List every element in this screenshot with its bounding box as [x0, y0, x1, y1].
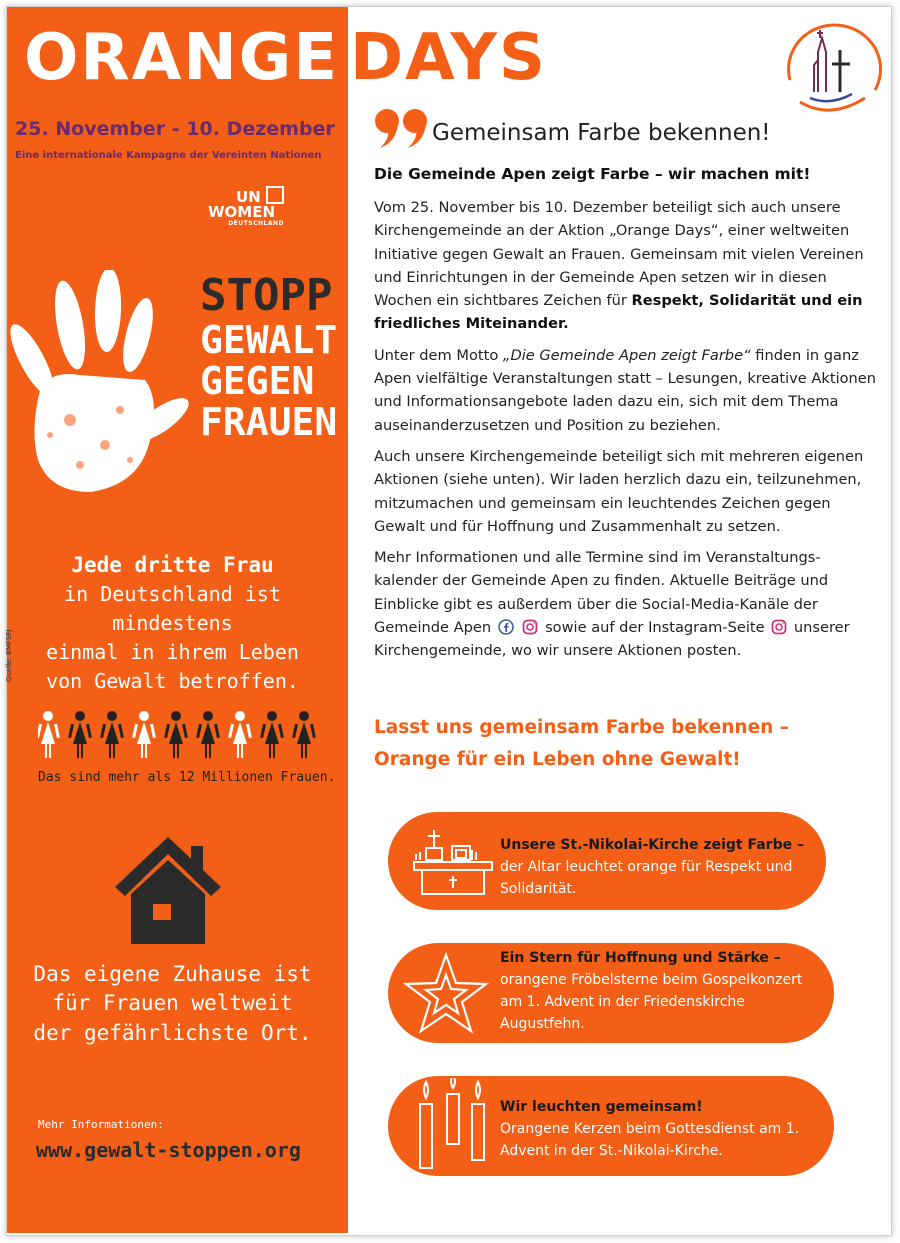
campaign-dates: 25. November - 10. Dezember [15, 118, 335, 140]
paragraph-2: Unter dem Motto „Die Gemeinde Apen zeigt Farbe“ finden in ganz Apen vielfältige Veranstaltungen statt – Lesungen, kreative Aktionen und Informationsangebote laden dazu ein, sich mit dem Thema auseinanderzusetzen und Position zu beziehen. [374, 346, 877, 434]
house-icon [113, 832, 223, 947]
more-info-label: Mehr Informationen: [38, 1118, 164, 1131]
home-danger-text: Das eigene Zuhause ist für Frauen weltweit der gefährlichste Ort. [33, 962, 312, 1045]
call-to-action: Lasst uns gemeinsam Farbe bekennen – Orange für ein Leben ohne Gewalt! [374, 717, 789, 770]
paragraph-3: Auch unsere Kirchengemeinde beteiligt sich mit mehreren eigenen Aktionen (siehe unten). Wir laden herzlich dazu ein, teilzunehmen, mitzumachen und gemeinsam ein leuchtendes Zeichen gegen Gewalt und für Hoffnung und Zusammenhalt zu setzen. [374, 447, 864, 535]
action-star [388, 943, 834, 1043]
campaign-url[interactable]: www.gewalt-stoppen.org [36, 1138, 301, 1162]
action-altar [388, 812, 826, 910]
star-icon [402, 951, 490, 1035]
source-note: Quelle: BMFSFJ [5, 629, 13, 682]
instagram-icon[interactable] [522, 619, 538, 635]
statistic-text: Jede dritte Frau in Deutschland ist mindestens einmal in ihrem Leben von Gewalt betroffen. [46, 553, 299, 694]
candles-icon [418, 1078, 488, 1172]
church-logo-icon [770, 20, 885, 120]
action-candles [388, 1076, 834, 1176]
hand-print-icon [10, 270, 195, 500]
quote-icon [374, 108, 430, 148]
action-candles-title: Wir leuchten gemeinsam! [500, 1099, 703, 1115]
title-orange: ORANGE [24, 21, 340, 95]
facebook-icon[interactable] [498, 619, 514, 635]
campaign-description: Eine internationale Kampagne der Vereinten Nationen [15, 150, 322, 161]
action-altar-title: Unsere St.-Nikolai-Kirche zeigt Farbe – [500, 837, 804, 853]
action-candles-text: Orangene Kerzen beim Gottesdienst am 1. Advent in der St.-Nikolai-Kirche. [500, 1121, 800, 1159]
instagram-icon-parish[interactable] [771, 619, 787, 635]
paragraph-4: Mehr Informationen und alle Termine sind im Veranstaltungs-kalender der Gemeinde Apen zu finden. Aktuelle Beiträge und Einblicke gibt es außerdem über die Social-Media-Kanäle der Gemeinde Apen sowie auf der Instagram-Seite unserer Kirchengemeinde, wo wir unsere Aktionen posten. [374, 549, 850, 660]
action-altar-text: der Altar leuchtet orange für Respekt und Solidarität. [500, 859, 793, 897]
altar-icon [412, 824, 494, 898]
stopp-slogan: STOPP GEWALT GEGEN FRAUEN [200, 270, 338, 444]
action-star-title: Ein Stern für Hoffnung und Stärke – [500, 950, 781, 966]
action-star-text: orangene Fröbelsterne beim Gospelkonzert am 1. Advent in der Friedenskirche Augustfehn. [500, 972, 803, 1032]
un-women-logo: UN WOMEN DEUTSCHLAND [208, 188, 284, 227]
body-text [374, 196, 884, 671]
headline: Gemeinsam Farbe bekennen! [432, 120, 771, 146]
women-figures-icon [38, 710, 328, 762]
paragraph-1: Vom 25. November bis 10. Dezember beteiligt sich auch unsere Kirchengemeinde an der Aktion „Orange Days“, einer weltweiten Initiative gegen Gewalt an Frauen. Gemeinsam mit vielen Vereinen und Einrichtungen in der Gemeinde Apen setzen wir in diesen Wochen ein sichtbares Zeichen für Respekt, Solidarität und ein friedliches Miteinander. [374, 199, 864, 333]
millions-text: Das sind mehr als 12 Millionen Frauen. [38, 770, 336, 785]
un-emblem-icon [266, 186, 284, 204]
title-days: DAYS [350, 21, 547, 95]
subheadline: Die Gemeinde Apen zeigt Farbe – wir machen mit! [374, 165, 811, 183]
